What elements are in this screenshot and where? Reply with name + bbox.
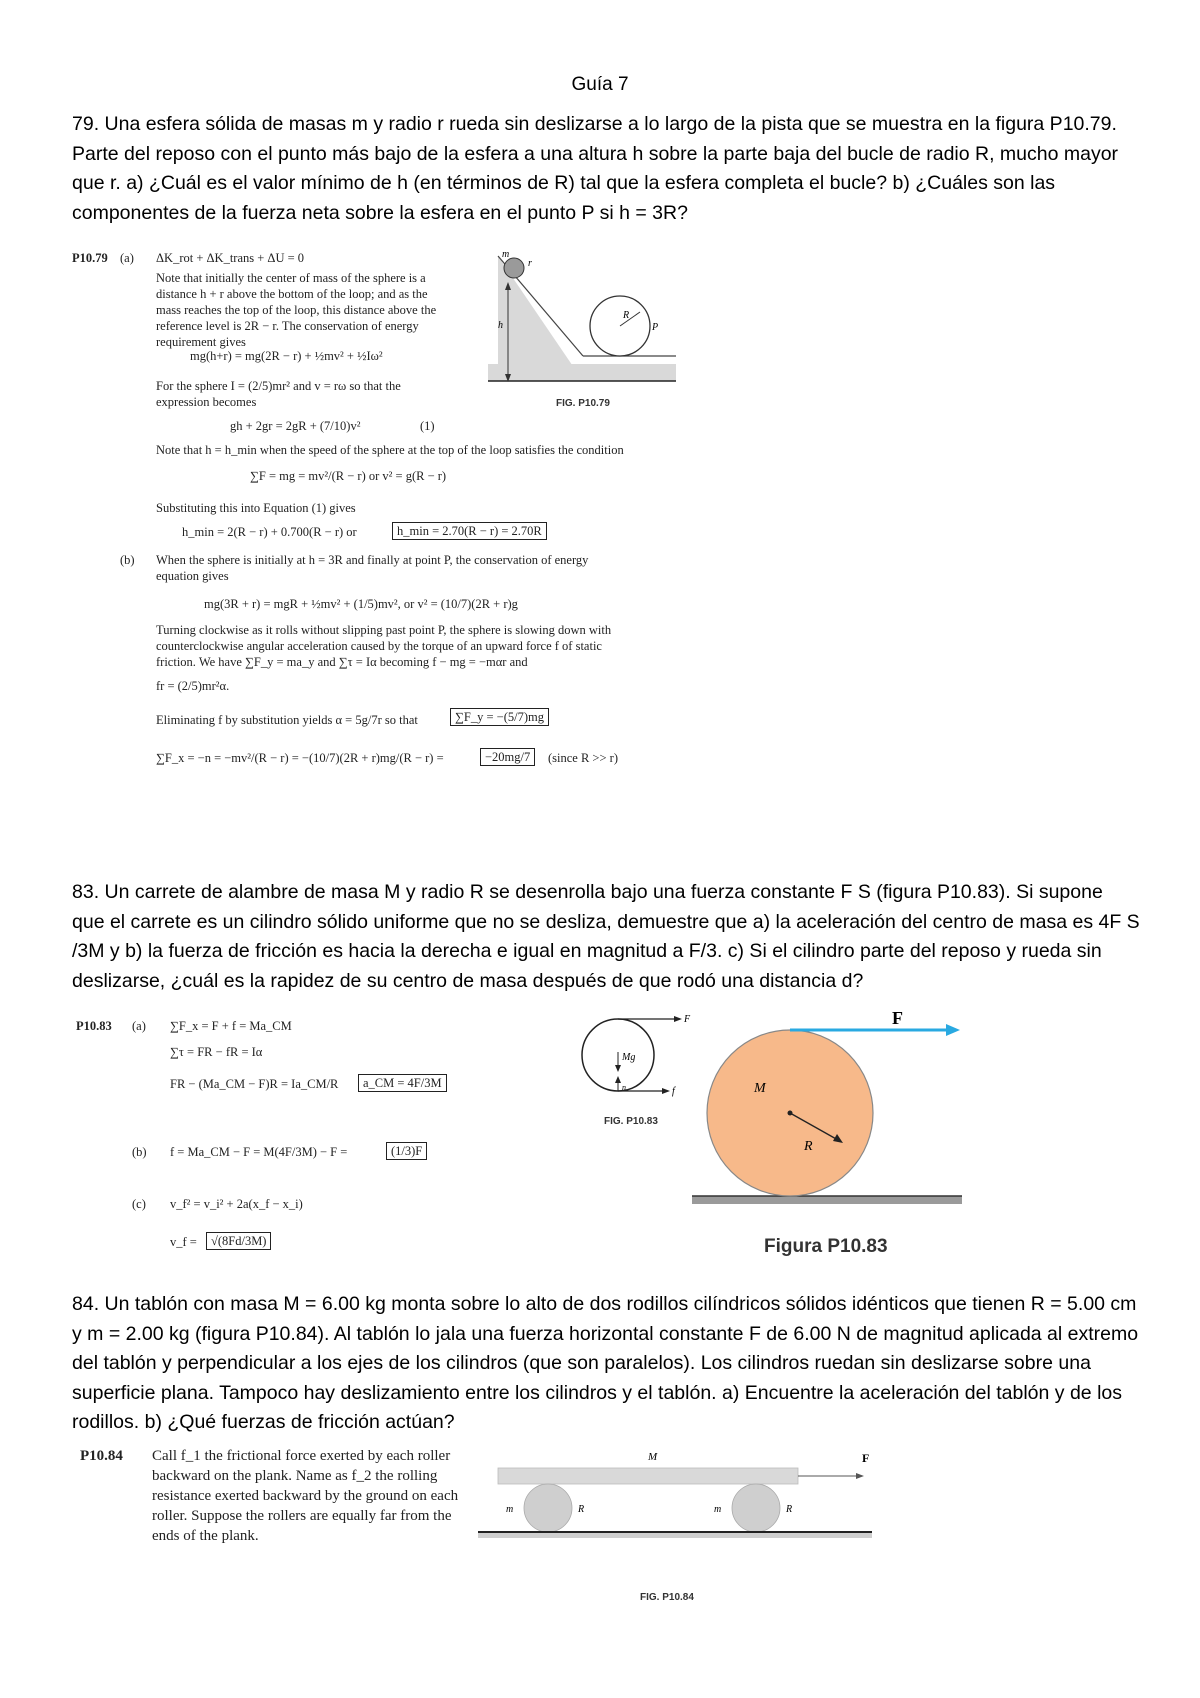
solution-p10-84 (80, 1446, 470, 1576)
label-M: M (648, 1451, 658, 1463)
equation: ΔK_rot + ΔK_trans + ΔU = 0 (156, 251, 305, 265)
equation: FR − (Ma_CM − F)R = Ia_CM/R (170, 1077, 339, 1091)
equation: v_f² = v_i² + 2a(x_f − x_i) (170, 1197, 303, 1211)
label-m: m (502, 249, 510, 260)
problem-79-text: 79. Una esfera sólida de masas m y radio r rueda sin deslizarse a lo largo de la pista que se muestra en la figura P10.79. Parte del reposo con el punto más bajo de la esfera a una altura h sobre la parte baja del bucle de radio R, mucho mayor que r. a) ¿Cuál es el valor mínimo de h (en términos de R) tal que la esfera completa el bucle? b) ¿Cuáles son las componentes de la fuerza neta sobre la esfera en el punto P si h = 3R? (72, 113, 1119, 224)
figure-p10-83-free-body (578, 1010, 698, 1120)
label-M: M (754, 1081, 766, 1096)
paragraph: When the sphere is initially at h = 3R and finally at point P, the conservation of energy equation gives (156, 553, 589, 583)
figure-caption: FIG. P10.79 (556, 398, 610, 409)
track-base (488, 364, 676, 381)
equation: mg(3R + r) = mgR + ½mv² + (1/5)mv², or v² = (10/7)(2R + r)g (204, 597, 518, 611)
part-c-label: (c) (132, 1197, 146, 1211)
paragraph: Turning clockwise as it rolls without slipping past point P, the sphere is slowing down with counterclockwise angular acceleration caused by the torque of an upward force f of static friction. We have ∑F_y = ma_y and ∑τ = Iα becoming f − mg = −mαr and (156, 623, 612, 669)
boxed-answer: ∑F_y = −(5/7)mg (450, 708, 549, 726)
sphere-icon (504, 258, 524, 278)
label-P: P (652, 322, 659, 333)
label-m: m (714, 1504, 722, 1515)
equation: mg(h+r) = mg(2R − r) + ½mv² + ½Iω² (190, 349, 383, 363)
equation: ∑F_x = −n = −mv²/(R − r) = −(10/7)(2R + r)mg/(R − r) = (156, 751, 444, 765)
paragraph: Substituting this into Equation (1) gives (156, 501, 356, 515)
figure-p10-79 (488, 246, 678, 406)
label-h: h (498, 320, 503, 331)
label-R: R (578, 1504, 585, 1515)
part-a-label: (a) (120, 251, 134, 265)
page-title: Guía 7 (571, 74, 629, 95)
label-m: m (506, 1504, 514, 1515)
paragraph: Eliminating f by substitution yields α = 5g/7r so that (156, 713, 418, 727)
equation: h_min = 2(R − r) + 0.700(R − r) or (182, 525, 357, 539)
figure-p10-83 (692, 1010, 968, 1210)
label-n: n (622, 1083, 626, 1092)
figure-caption: FIG. P10.83 (604, 1116, 658, 1127)
equation: ∑τ = FR − fR = Iα (170, 1045, 263, 1059)
part-b-label: (b) (120, 553, 135, 567)
roller-right (732, 1484, 780, 1532)
label-Mg: Mg (622, 1052, 636, 1063)
equation: f = Ma_CM − F = M(4F/3M) − F = (170, 1145, 348, 1159)
figure-caption: FIG. P10.84 (640, 1592, 694, 1603)
label-F: F (862, 1451, 870, 1465)
equation-number: (1) (420, 419, 435, 433)
paragraph: Call f_1 the frictional force exerted by each roller backward on the plank. Name as f_2 the rolling resistance exerted backward by the ground on each roller. Suppose the rollers are equally far from the ends of the plank. (152, 1448, 459, 1544)
problem-83-text: 83. Un carrete de alambre de masa M y radio R se desenrolla bajo una fuerza constante F S (figura P10.83). Si supone que el carrete es un cilindro sólido uniforme que no se desliza, demuestre que a) la aceleración del centro de masa es 4F S /3M y b) la fuerza de fricción es hacia la derecha e igual en magnitud a F/3. c) Si el cilindro parte del reposo y rueda sin deslizarse, ¿cuál es la rapidez de su centro de masa después de que rodó una distancia d? (72, 881, 1140, 992)
boxed-answer: (1/3)F (386, 1142, 427, 1160)
boxed-answer: √(8Fd/3M) (206, 1232, 271, 1250)
equation: ∑F_x = F + f = Ma_CM (170, 1019, 292, 1033)
problem-84-text: 84. Un tablón con masa M = 6.00 kg monta sobre lo alto de dos rodillos cilíndricos sólidos idénticos que tienen R = 5.00 cm y m = 2.00 kg (figura P10.84). Al tablón lo jala una fuerza horizontal constante F de 6.00 N de magnitud aplicada al extremo del tablón y perpendicular a los ejes de los cilindros (que son paralelos). Los cilindros ruedan sin deslizarse sobre una superficie plana. Tampoco hay deslizamiento entre los cilindros y el tablón. a) Encuentre la aceleración del tablón y de los rodillos. b) ¿Qué fuerzas de fricción actúan? (72, 1293, 1139, 1433)
label-R: R (804, 1139, 813, 1154)
ground (692, 1196, 962, 1204)
equation: gh + 2gr = 2gR + (7/10)v² (230, 419, 361, 433)
solution-p10-83 (76, 1018, 496, 1268)
plank (498, 1468, 798, 1484)
solution-label: P10.84 (80, 1448, 123, 1464)
roller-left (524, 1484, 572, 1532)
boxed-answer: a_CM = 4F/3M (358, 1074, 447, 1092)
paragraph: For the sphere I = (2/5)mr² and v = rω so that the expression becomes (156, 379, 401, 409)
equation: ∑F = mg = mv²/(R − r) or v² = g(R − r) (250, 469, 447, 483)
solution-label: P10.79 (72, 251, 108, 265)
figure-p10-84 (478, 1448, 872, 1568)
solution-label: P10.83 (76, 1019, 112, 1033)
equation: fr = (2/5)mr²α. (156, 679, 230, 693)
figure-caption: Figura P10.83 (764, 1236, 888, 1257)
paragraph: Note that h = h_min when the speed of the sphere at the top of the loop satisfies the condition (156, 443, 624, 457)
part-a-label: (a) (132, 1019, 146, 1033)
label-R: R (623, 310, 630, 321)
boxed-answer: −20mg/7 (480, 748, 535, 766)
boxed-answer: h_min = 2.70(R − r) = 2.70R (392, 522, 547, 540)
paragraph: Note that initially the center of mass of the sphere is a distance h + r above the bottom of the loop; and as the mass reaches the top of the loop, this distance above the reference level is 2R − r. The conservation of energy requirement gives (156, 271, 437, 349)
label-f: f (672, 1086, 675, 1097)
label-F: F (892, 1010, 903, 1028)
note: (since R >> r) (548, 751, 618, 765)
label-R: R (786, 1504, 793, 1515)
equation: v_f = (170, 1235, 197, 1249)
label-F: F (684, 1014, 691, 1025)
label-r: r (528, 258, 532, 269)
part-b-label: (b) (132, 1145, 147, 1159)
